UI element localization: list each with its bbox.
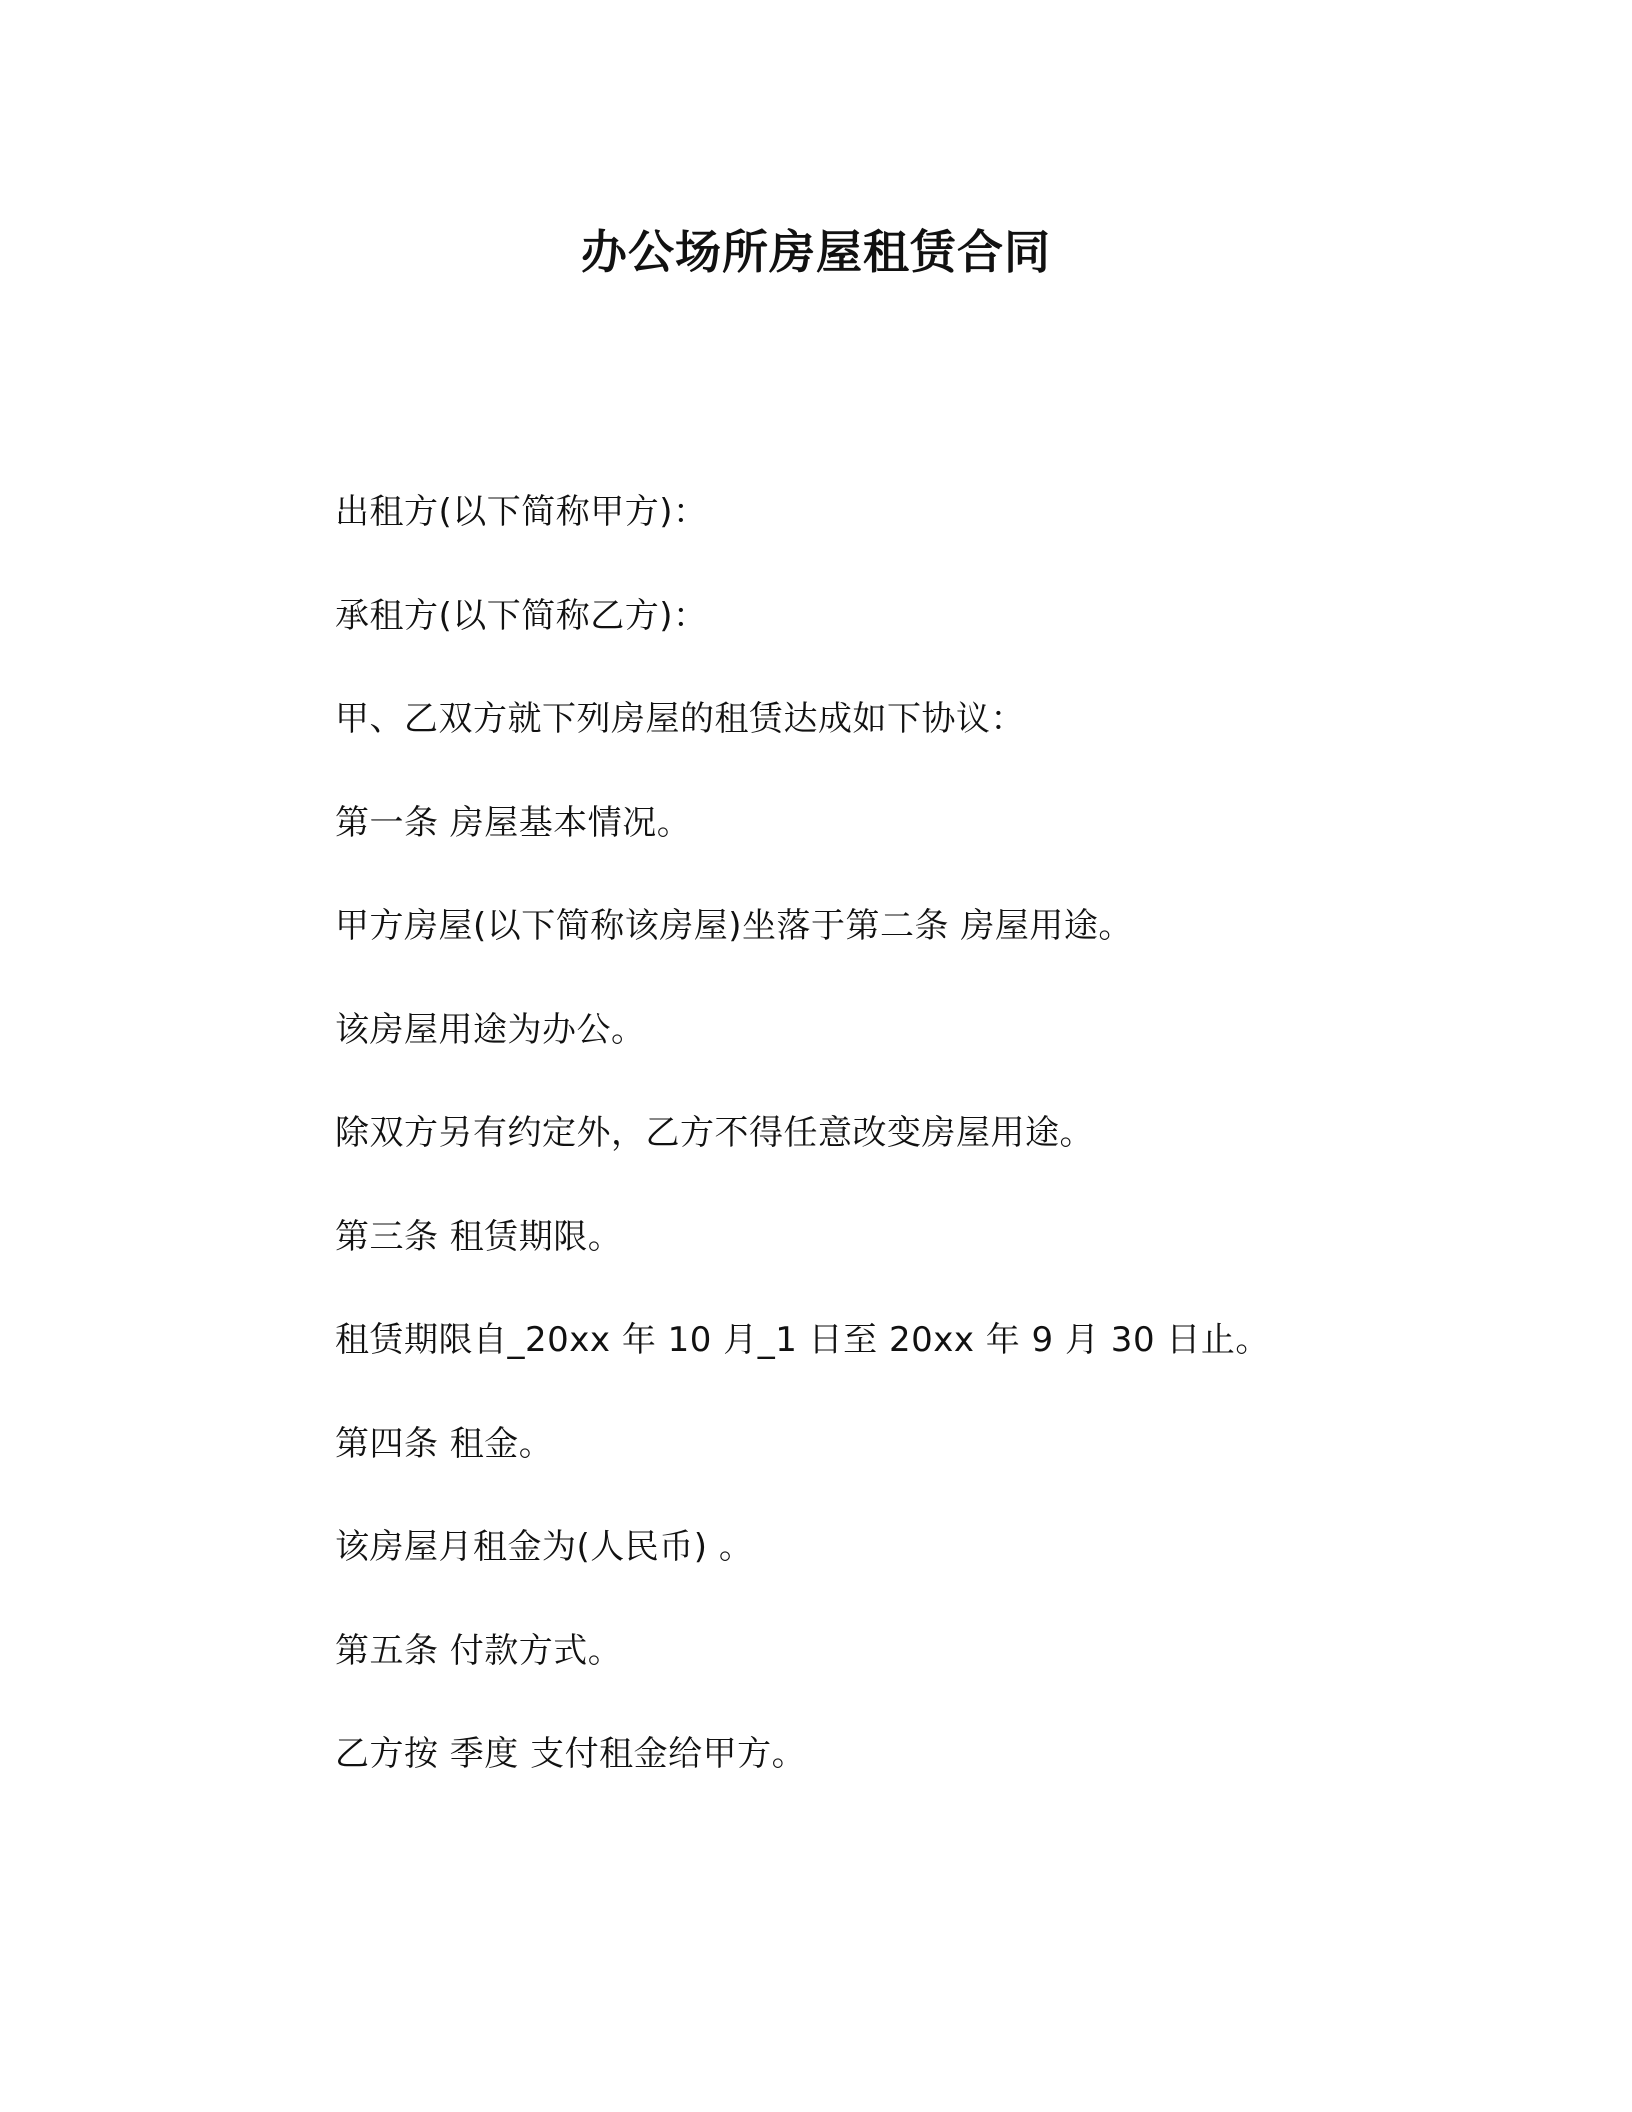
article-1-heading: 第一条 房屋基本情况。 (335, 802, 692, 843)
article-5-text: 乙方按 季度 支付租金给甲方。 (335, 1734, 807, 1774)
lessor-line: 出租方(以下简称甲方)： (335, 492, 708, 532)
article-2-text: 该房屋用途为办公。 (335, 1009, 646, 1050)
article-4-text: 该房屋月租金为(人民币) 。 (335, 1527, 754, 1567)
article-5-heading: 第五条 付款方式。 (335, 1630, 623, 1671)
lessee-line: 承租方(以下简称乙方)： (335, 595, 708, 636)
article-4-heading: 第四条 租金。 (335, 1423, 554, 1464)
article-3-text: 租赁期限自_20xx 年 10 月_1 日至 20xx 年 9 月 30 日止。 (335, 1320, 1270, 1360)
article-3-heading: 第三条 租赁期限。 (335, 1216, 623, 1257)
document-body (335, 490, 1335, 1836)
article-2-restriction: 除双方另有约定外，乙方不得任意改变房屋用途。 (335, 1113, 1094, 1153)
article-1-text: 甲方房屋(以下简称该房屋)坐落于第二条 房屋用途。 (335, 906, 1133, 946)
agreement-intro: 甲、乙双方就下列房屋的租赁达成如下协议： (335, 699, 1025, 739)
document-title: 办公场所房屋租赁合同 (581, 225, 1051, 279)
